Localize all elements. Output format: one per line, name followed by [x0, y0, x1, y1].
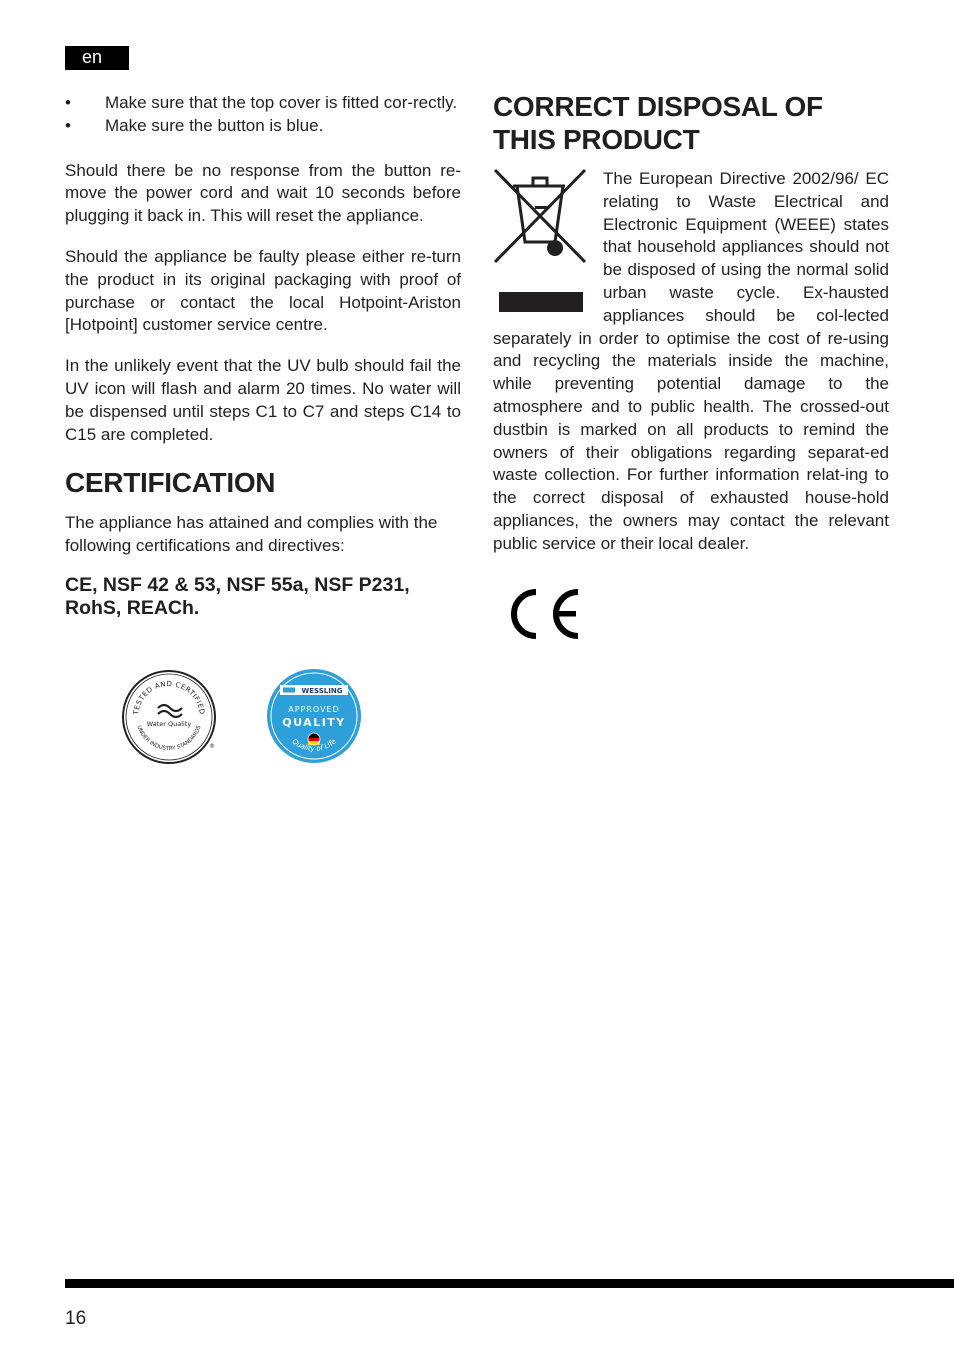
wessling-approved-seal — [266, 668, 362, 764]
reset-paragraph: Should there be no response from the button re-move the power cord and wait 10 seconds before plugging it back in. This will reset the appliance. — [65, 160, 461, 226]
page-number: 16 — [65, 1308, 87, 1329]
list-item: • Make sure that the top cover is fitted cor-rectly. — [65, 93, 458, 112]
weee-paragraph: The European Directive 2002/96/ EC relating to Waste Electrical and Electronic Equipment (WEEE) states that household appliances should not be disposed of using the normal solid urban waste cycle. Ex-hausted appliances should be col-lected separately in order to optimise the cost of re-using and recycling the materials inside the machine, while preventing potential damage to the atmosphere and to public health. The crossed-out dustbin is marked on all products to remind the owners of their obligations regarding separat-ed waste collection. For further information relat-ing to the correct disposal of exhausted house-hold appliances, the owners may contact the relevant public service or their local dealer. — [493, 169, 889, 553]
language-tab — [65, 46, 129, 70]
right-column — [493, 90, 889, 556]
quality-text: QUALITY — [282, 716, 346, 729]
seal-tagline: Quality of Life — [290, 737, 338, 753]
crossed-out-dustbin-icon — [493, 164, 587, 312]
certification-heading: CERTIFICATION — [65, 467, 276, 499]
list-item: • Make sure the button is blue. — [65, 115, 324, 135]
check-list — [65, 92, 461, 138]
seal-bottom-text: UNDER INDUSTRY STANDARDS — [135, 724, 203, 753]
seal-center-text: Water Quality — [146, 720, 192, 728]
uv-bulb-paragraph: In the unlikely event that the UV bulb should fail the UV icon will flash and alarm 20 times. No water will be dispensed until steps C1 to C7 and steps C14 to C15 are completed. — [65, 356, 461, 444]
certification-list: CE, NSF 42 & 53, NSF 55a, NSF P231, RohS, REACh. — [65, 573, 410, 619]
ce-mark-icon — [508, 586, 584, 642]
water-quality-seal — [120, 668, 218, 766]
approved-text: APPROVED — [288, 705, 340, 714]
left-column — [65, 92, 461, 620]
footer-rule — [65, 1279, 954, 1288]
certification-intro: The appliance has attained and complies with the following certifications and directives: — [65, 513, 438, 556]
disposal-heading: CORRECT DISPOSAL OF THIS PRODUCT — [493, 91, 823, 155]
wessling-brand: WESSLING — [301, 687, 343, 695]
svg-text:®: ® — [209, 743, 215, 750]
seal-top-text: TESTED AND CERTIFIED — [132, 679, 206, 716]
german-flag-icon — [308, 733, 320, 745]
faulty-paragraph: Should the appliance be faulty please either re-turn the product in its original packaging with proof of purchase or contact the local Hotpoint-Ariston [Hotpoint] customer service centre. — [65, 246, 461, 335]
language-label: en — [82, 47, 103, 67]
